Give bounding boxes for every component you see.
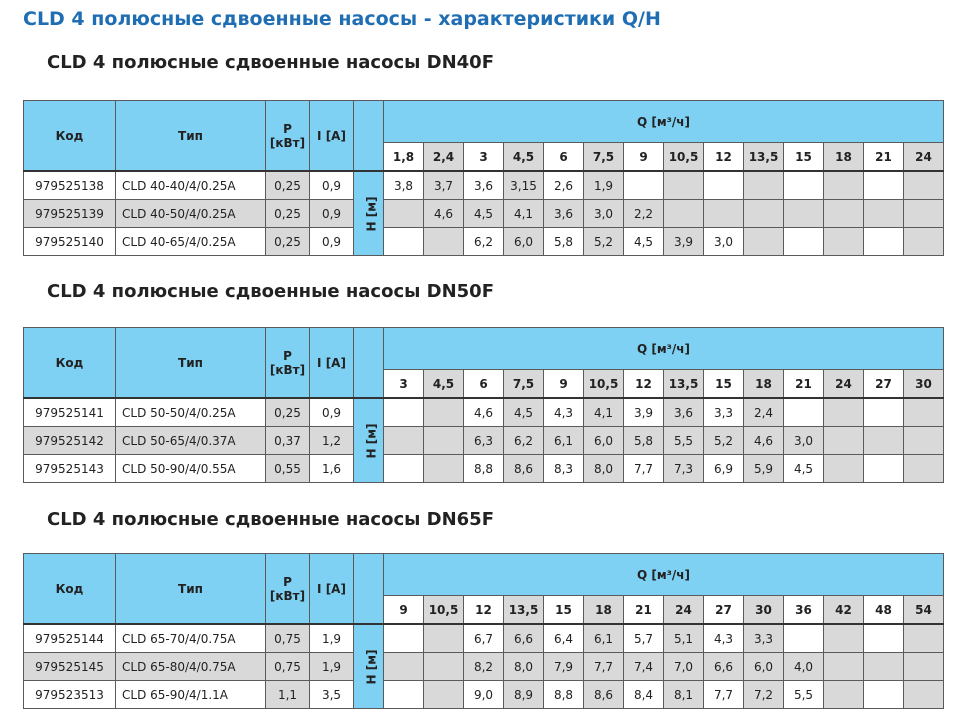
head-value [824, 681, 864, 709]
power-cell: 0,55 [266, 455, 310, 483]
head-value: 4,0 [784, 653, 824, 681]
type-cell: CLD 40-40/4/0.25A [116, 171, 266, 200]
head-value: 8,2 [464, 653, 504, 681]
head-value [744, 171, 784, 200]
head-value: 6,2 [464, 228, 504, 256]
power-cell: 0,25 [266, 200, 310, 228]
head-value: 6,0 [584, 427, 624, 455]
head-value: 4,5 [784, 455, 824, 483]
flow-value: 3 [384, 370, 424, 399]
head-value [744, 200, 784, 228]
head-value: 3,6 [464, 171, 504, 200]
head-value: 3,15 [504, 171, 544, 200]
flow-value: 15 [784, 143, 824, 172]
head-value: 3,8 [384, 171, 424, 200]
head-value [864, 398, 904, 427]
header-code: Код [24, 328, 116, 399]
header-h-spacer [354, 554, 384, 625]
flow-value: 2,4 [424, 143, 464, 172]
head-value: 5,9 [744, 455, 784, 483]
head-value [384, 455, 424, 483]
head-value [624, 171, 664, 200]
head-value [784, 228, 824, 256]
flow-value: 27 [704, 596, 744, 625]
head-value [824, 171, 864, 200]
head-value: 3,0 [584, 200, 624, 228]
header-power: P [кВт] [266, 101, 310, 172]
power-cell: 0,25 [266, 171, 310, 200]
code-cell: 979525143 [24, 455, 116, 483]
flow-value: 21 [624, 596, 664, 625]
header-flow: Q [м³/ч] [384, 101, 944, 143]
head-value: 6,9 [704, 455, 744, 483]
head-value: 8,6 [504, 455, 544, 483]
head-value [824, 200, 864, 228]
header-current: I [A] [310, 554, 354, 625]
head-value: 5,8 [544, 228, 584, 256]
header-type: Тип [116, 554, 266, 625]
head-value: 4,5 [464, 200, 504, 228]
head-value: 4,5 [624, 228, 664, 256]
head-value [864, 200, 904, 228]
code-cell: 979525138 [24, 171, 116, 200]
head-value [704, 200, 744, 228]
head-value [864, 653, 904, 681]
head-value [904, 427, 944, 455]
power-cell: 0,75 [266, 653, 310, 681]
head-value: 5,2 [584, 228, 624, 256]
head-value: 4,6 [744, 427, 784, 455]
head-value: 6,6 [504, 624, 544, 653]
head-value [384, 681, 424, 709]
flow-value: 6 [464, 370, 504, 399]
head-value: 5,7 [624, 624, 664, 653]
head-value [864, 455, 904, 483]
header-type: Тип [116, 101, 266, 172]
flow-value: 4,5 [424, 370, 464, 399]
flow-value: 7,5 [504, 370, 544, 399]
power-cell: 0,75 [266, 624, 310, 653]
flow-value: 13,5 [504, 596, 544, 625]
head-value: 1,9 [584, 171, 624, 200]
head-value: 7,7 [624, 455, 664, 483]
table-row [24, 427, 944, 455]
head-value [424, 228, 464, 256]
head-value: 6,1 [544, 427, 584, 455]
header-current: I [A] [310, 328, 354, 399]
head-value: 5,2 [704, 427, 744, 455]
header-h-spacer [354, 328, 384, 399]
head-value [904, 455, 944, 483]
flow-value: 1,8 [384, 143, 424, 172]
qh-table [23, 327, 944, 483]
head-label: H [м] [354, 624, 384, 709]
header-flow: Q [м³/ч] [384, 328, 944, 370]
flow-value: 24 [904, 143, 944, 172]
head-value: 5,5 [784, 681, 824, 709]
head-value [784, 171, 824, 200]
head-value: 6,1 [584, 624, 624, 653]
head-value [864, 228, 904, 256]
head-value: 5,8 [624, 427, 664, 455]
table-row [24, 455, 944, 483]
flow-value: 18 [744, 370, 784, 399]
head-value: 2,6 [544, 171, 584, 200]
current-cell: 1,6 [310, 455, 354, 483]
head-value: 4,6 [424, 200, 464, 228]
head-value: 5,1 [664, 624, 704, 653]
head-value: 7,3 [664, 455, 704, 483]
head-value [384, 427, 424, 455]
head-label: H [м] [354, 398, 384, 483]
head-value: 3,7 [424, 171, 464, 200]
head-value: 3,6 [544, 200, 584, 228]
head-value [664, 200, 704, 228]
head-value [424, 624, 464, 653]
head-value: 4,3 [704, 624, 744, 653]
qh-table [23, 100, 944, 256]
head-value [864, 427, 904, 455]
current-cell: 3,5 [310, 681, 354, 709]
flow-value: 48 [864, 596, 904, 625]
header-power: P [кВт] [266, 328, 310, 399]
type-cell: CLD 50-65/4/0.37A [116, 427, 266, 455]
flow-value: 3 [464, 143, 504, 172]
head-value [824, 455, 864, 483]
head-value [904, 200, 944, 228]
code-cell: 979525144 [24, 624, 116, 653]
section-heading: CLD 4 полюсные сдвоенные насосы DN65F [47, 509, 495, 530]
flow-value: 10,5 [584, 370, 624, 399]
type-cell: CLD 50-50/4/0.25A [116, 398, 266, 427]
head-value [384, 228, 424, 256]
head-value [864, 171, 904, 200]
table-row [24, 653, 944, 681]
table-row [24, 200, 944, 228]
code-cell: 979525145 [24, 653, 116, 681]
head-value [864, 681, 904, 709]
head-value [424, 455, 464, 483]
current-cell: 0,9 [310, 398, 354, 427]
head-value: 7,2 [744, 681, 784, 709]
header-code: Код [24, 101, 116, 172]
current-cell: 0,9 [310, 171, 354, 200]
type-cell: CLD 65-90/4/1.1A [116, 681, 266, 709]
flow-value: 36 [784, 596, 824, 625]
table-row [24, 398, 944, 427]
flow-value: 4,5 [504, 143, 544, 172]
head-value: 8,6 [584, 681, 624, 709]
head-value: 2,4 [744, 398, 784, 427]
head-value: 6,0 [744, 653, 784, 681]
type-cell: CLD 65-70/4/0.75A [116, 624, 266, 653]
flow-value: 18 [824, 143, 864, 172]
head-value: 4,1 [584, 398, 624, 427]
header-h-spacer [354, 101, 384, 172]
head-value: 8,1 [664, 681, 704, 709]
flow-value: 21 [864, 143, 904, 172]
head-value: 4,5 [504, 398, 544, 427]
power-cell: 0,25 [266, 228, 310, 256]
head-value: 3,3 [744, 624, 784, 653]
flow-value: 24 [664, 596, 704, 625]
head-value: 6,2 [504, 427, 544, 455]
code-cell: 979525142 [24, 427, 116, 455]
head-value: 7,9 [544, 653, 584, 681]
flow-value: 24 [824, 370, 864, 399]
head-value [664, 171, 704, 200]
head-value [424, 427, 464, 455]
head-value: 4,1 [504, 200, 544, 228]
head-value: 8,8 [464, 455, 504, 483]
type-cell: CLD 40-50/4/0.25A [116, 200, 266, 228]
current-cell: 0,9 [310, 228, 354, 256]
header-current: I [A] [310, 101, 354, 172]
head-value: 8,4 [624, 681, 664, 709]
header-power: P [кВт] [266, 554, 310, 625]
header-code: Код [24, 554, 116, 625]
power-cell: 0,37 [266, 427, 310, 455]
head-value: 3,6 [664, 398, 704, 427]
head-value [904, 681, 944, 709]
page-title: CLD 4 полюсные сдвоенные насосы - характеристики Q/H [23, 8, 661, 30]
power-cell: 1,1 [266, 681, 310, 709]
head-value: 8,8 [544, 681, 584, 709]
head-value [864, 624, 904, 653]
head-value: 3,3 [704, 398, 744, 427]
head-value [904, 624, 944, 653]
head-value: 7,7 [584, 653, 624, 681]
head-value [824, 624, 864, 653]
current-cell: 1,9 [310, 653, 354, 681]
head-value: 6,6 [704, 653, 744, 681]
head-value: 7,7 [704, 681, 744, 709]
head-value [424, 398, 464, 427]
flow-value: 10,5 [664, 143, 704, 172]
head-value [384, 398, 424, 427]
section-heading: CLD 4 полюсные сдвоенные насосы DN40F [47, 52, 495, 73]
flow-value: 21 [784, 370, 824, 399]
code-cell: 979525140 [24, 228, 116, 256]
head-value: 3,0 [704, 228, 744, 256]
flow-value: 10,5 [424, 596, 464, 625]
head-value [904, 653, 944, 681]
type-cell: CLD 65-80/4/0.75A [116, 653, 266, 681]
head-value [744, 228, 784, 256]
head-value [904, 228, 944, 256]
current-cell: 1,2 [310, 427, 354, 455]
head-value [424, 681, 464, 709]
header-type: Тип [116, 328, 266, 399]
flow-value: 30 [744, 596, 784, 625]
head-value [784, 200, 824, 228]
code-cell: 979523513 [24, 681, 116, 709]
type-cell: CLD 40-65/4/0.25A [116, 228, 266, 256]
header-flow: Q [м³/ч] [384, 554, 944, 596]
table-row [24, 624, 944, 653]
section-heading: CLD 4 полюсные сдвоенные насосы DN50F [47, 281, 495, 302]
flow-value: 15 [544, 596, 584, 625]
current-cell: 1,9 [310, 624, 354, 653]
head-value [904, 171, 944, 200]
table-row [24, 228, 944, 256]
flow-value: 12 [704, 143, 744, 172]
head-value [704, 171, 744, 200]
flow-value: 13,5 [744, 143, 784, 172]
flow-value: 27 [864, 370, 904, 399]
head-value: 4,6 [464, 398, 504, 427]
head-value: 7,4 [624, 653, 664, 681]
head-value [384, 200, 424, 228]
flow-value: 15 [704, 370, 744, 399]
head-value [384, 653, 424, 681]
flow-value: 9 [384, 596, 424, 625]
head-value: 8,9 [504, 681, 544, 709]
flow-value: 12 [624, 370, 664, 399]
table-row [24, 681, 944, 709]
code-cell: 979525139 [24, 200, 116, 228]
qh-table [23, 553, 944, 709]
head-value: 6,7 [464, 624, 504, 653]
flow-value: 42 [824, 596, 864, 625]
power-cell: 0,25 [266, 398, 310, 427]
head-value [784, 624, 824, 653]
flow-value: 12 [464, 596, 504, 625]
head-value: 4,3 [544, 398, 584, 427]
head-value: 8,3 [544, 455, 584, 483]
head-value [784, 398, 824, 427]
head-value: 5,5 [664, 427, 704, 455]
head-value [384, 624, 424, 653]
flow-value: 7,5 [584, 143, 624, 172]
head-value [424, 653, 464, 681]
head-value: 6,0 [504, 228, 544, 256]
head-value [824, 653, 864, 681]
type-cell: CLD 50-90/4/0.55A [116, 455, 266, 483]
flow-value: 30 [904, 370, 944, 399]
head-value: 8,0 [504, 653, 544, 681]
head-value: 6,3 [464, 427, 504, 455]
flow-value: 9 [544, 370, 584, 399]
head-value: 9,0 [464, 681, 504, 709]
head-value [904, 398, 944, 427]
head-value: 3,0 [784, 427, 824, 455]
head-value: 7,0 [664, 653, 704, 681]
head-value [824, 228, 864, 256]
head-value: 3,9 [624, 398, 664, 427]
flow-value: 9 [624, 143, 664, 172]
code-cell: 979525141 [24, 398, 116, 427]
head-value: 2,2 [624, 200, 664, 228]
flow-value: 54 [904, 596, 944, 625]
flow-value: 18 [584, 596, 624, 625]
flow-value: 13,5 [664, 370, 704, 399]
table-row [24, 171, 944, 200]
flow-value: 6 [544, 143, 584, 172]
head-label: H [м] [354, 171, 384, 256]
head-value [824, 398, 864, 427]
current-cell: 0,9 [310, 200, 354, 228]
head-value: 8,0 [584, 455, 624, 483]
head-value: 6,4 [544, 624, 584, 653]
head-value [824, 427, 864, 455]
head-value: 3,9 [664, 228, 704, 256]
